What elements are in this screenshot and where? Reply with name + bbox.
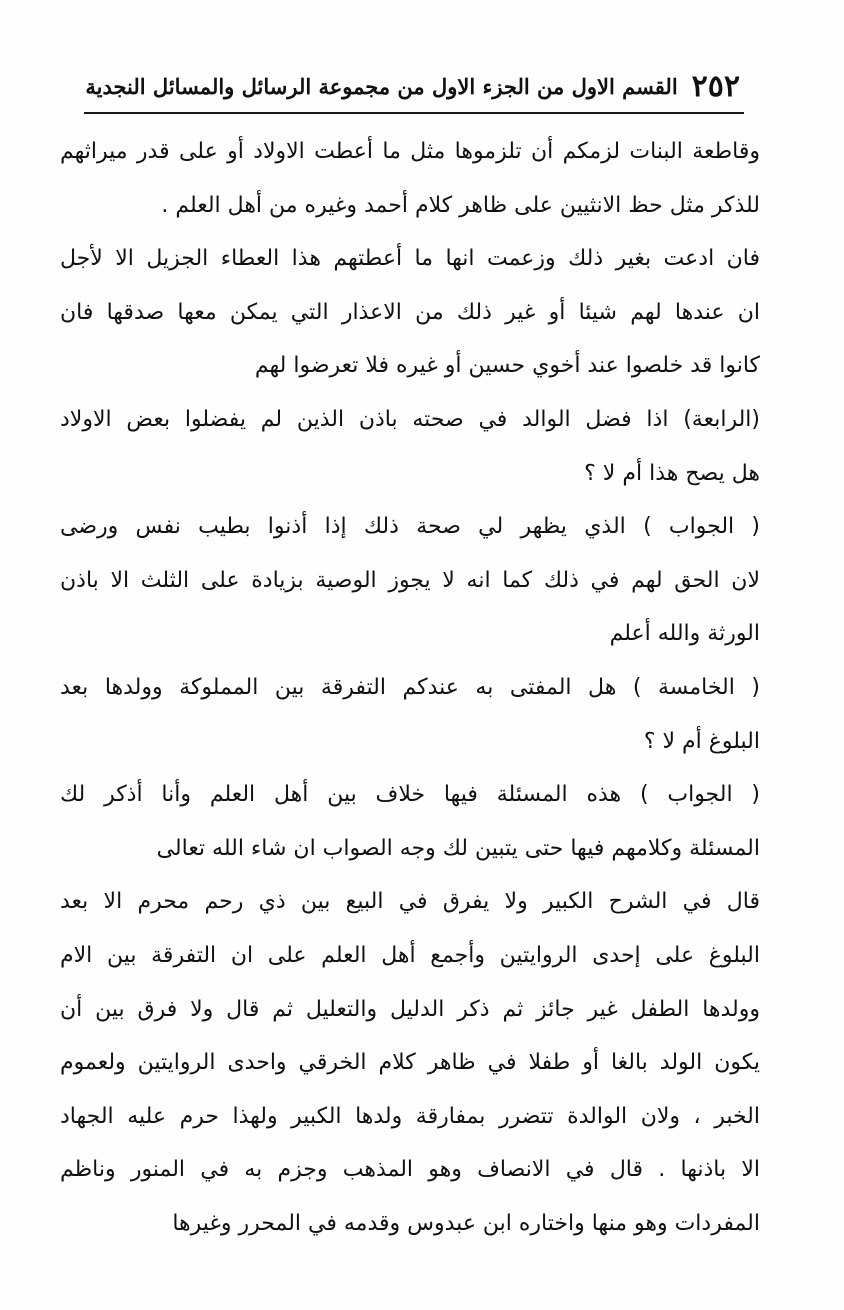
- text-line: هل يصح هذا أم لا ؟: [584, 460, 760, 486]
- text-line: ( الجواب ) الذي يظهر لي صحة ذلك إذا أذنوا بطيب نفس ورضى: [60, 514, 760, 540]
- text-line: وولدها الطفل غير جائز ثم ذكر الدليل والتعليل ثم قال ولا فرق بين أن: [60, 996, 760, 1022]
- running-title: القسم الاول من الجزء الاول من مجموعة الرسائل والمسائل النجدية: [85, 73, 678, 99]
- text-line: البلوغ على إحدى الروايتين وأجمع أهل العلم على ان التفرقة بين الام: [60, 942, 760, 968]
- text-line: ان عندها لهم شيئا أو غير ذلك من الاعذار التي يمكن معها صدقها فان: [60, 299, 760, 325]
- text-line: قال في الشرح الكبير ولا يفرق في البيع بين ذي رحم محرم الا بعد: [60, 889, 760, 915]
- text-line: ( الخامسة ) هل المفتى به عندكم التفرقة بين المملوكة وولدها بعد: [60, 674, 760, 700]
- text-line: فان ادعت بغير ذلك وزعمت انها ما أعطتهم هذا العطاء الجزيل الا لأجل: [60, 246, 760, 272]
- text-line: لان الحق لهم في ذلك كما انه لا يجوز الوصية بزيادة على الثلث الا باذن: [60, 567, 760, 593]
- header-rule: [84, 112, 744, 114]
- page-header: [85, 64, 740, 108]
- page-number: ٢٥٢: [691, 68, 740, 104]
- text-line: ( الجواب ) هذه المسئلة فيها خلاف بين أهل العلم وأنا أذكر لك: [60, 782, 760, 808]
- text-line: الا باذنها . قال في الانصاف وهو المذهب وجزم به في المنور وناظم: [60, 1157, 760, 1183]
- text-line: وقاطعة البنات لزمكم أن تلزموها مثل ما أعطت الاولاد أو على قدر ميراثهم: [60, 139, 760, 164]
- text-line: الورثة والله أعلم: [609, 621, 760, 647]
- body-text: [60, 125, 760, 1250]
- text-line: المفردات وهو منها واختاره ابن عبدوس وقدمه في المحرر وغيرها: [172, 1210, 760, 1236]
- text-line: كانوا قد خلصوا عند أخوي حسين أو غيره فلا تعرضوا لهم: [254, 353, 760, 379]
- text-line: يكون الولد بالغا أو طفلا في ظاهر كلام الخرقي واحدى الروايتين ولعموم: [60, 1050, 760, 1076]
- text-line: للذكر مثل حظ الانثيين على ظاهر كلام أحمد وغيره من أهل العلم .: [161, 192, 760, 218]
- text-line: البلوغ أم لا ؟: [643, 728, 760, 754]
- text-line: الخبر ، ولان الوالدة تتضرر بمفارقة ولدها الكبير ولهذا حرم عليه الجهاد: [60, 1103, 760, 1129]
- text-line: (الرابعة) اذا فضل الوالد في صحته باذن الذين لم يفضلوا بعض الاولاد: [60, 406, 760, 432]
- text-line: المسئلة وكلامهم فيها حتى يتبين لك وجه الصواب ان شاء الله تعالى: [156, 835, 760, 861]
